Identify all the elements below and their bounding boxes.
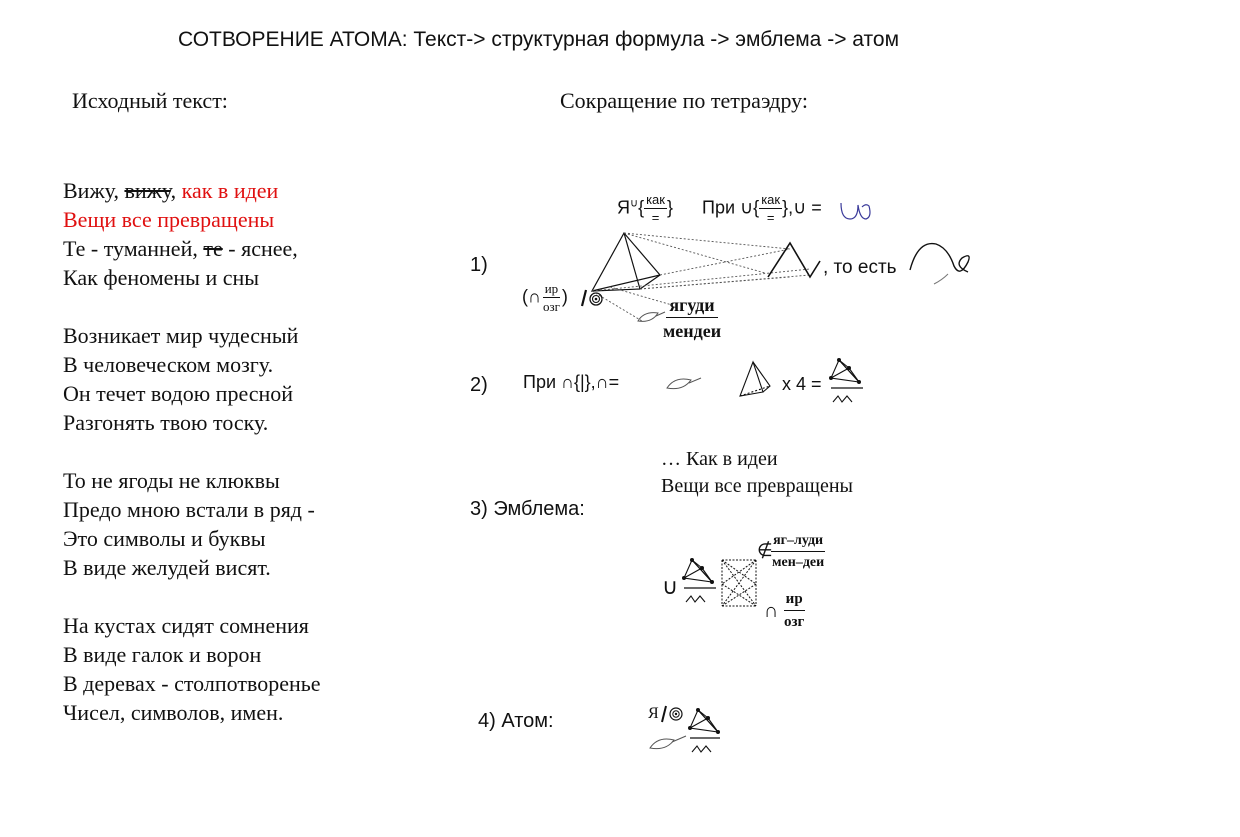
step-1-number: 1) (470, 254, 488, 276)
stanza-1 (63, 176, 321, 292)
poem-line: В деревах - столпотворенье (63, 671, 321, 696)
poem-line: Возникает мир чудесный (63, 323, 299, 348)
notin-symbol: ∉ (757, 540, 773, 560)
highlighted-text: как в идеи (181, 178, 279, 203)
poem-line: Чисел, символов, имен. (63, 700, 284, 725)
page-title: СОТВОРЕНИЕ АТОМА: Текст-> структурная формула -> эмблема -> атом (178, 28, 900, 51)
quote-line: … Как в идеи (661, 448, 778, 470)
yag-ludi-fraction: $\frac{\text{яг–луди}}{\text{мен–деи}}$ (772, 533, 825, 570)
step2-pri-formula: При ∩{|},∩= (523, 372, 620, 392)
cup-doodle-icon (838, 200, 872, 222)
yagudi-mendei-fraction: $\frac{\text{ягуди}}{\text{мендеи}}$ (663, 295, 722, 341)
hourglass-structure-icon (718, 556, 760, 610)
poem (63, 176, 321, 756)
poem-line: В виде желудей висят. (63, 555, 271, 580)
step-3-label: 3) Эмблема: (470, 498, 585, 520)
struck-word: вижу (124, 178, 171, 203)
poem-line: Как феномены и сны (63, 265, 260, 290)
step2-leaf-doodle-icon (665, 374, 703, 392)
graph-emblem-icon (829, 356, 865, 408)
poem-line: На кустах сидят сомнения (63, 613, 309, 638)
quote-line: Вещи все превращены (661, 475, 853, 497)
poem-line: В человеческом мозгу. (63, 352, 274, 377)
atom-spiral-icon (660, 704, 686, 724)
cup-symbol: ∪ (662, 574, 679, 599)
cap-symbol: ∩ (764, 600, 779, 622)
atom-leaf-doodle-icon (648, 732, 688, 752)
poem-line: В виде галок и ворон (63, 642, 262, 667)
stanza-3 (63, 466, 321, 582)
source-text-heading: Исходный текст: (72, 88, 228, 113)
ir-ozg-fraction: $\frac{ир}{\text{озг}}$ (784, 591, 805, 630)
poem-line: То не ягоды не клюквы (63, 468, 280, 493)
hill-loop-doodle-icon (908, 238, 980, 286)
step1-ya-formula: Я∪{ $\frac{\text{как}}{=}$ } (617, 192, 673, 225)
to-est-text: , то есть (823, 257, 897, 278)
poem-line: Разгонять твою тоску. (63, 410, 269, 435)
atom-graph-emblem-icon (688, 706, 722, 758)
x4-text: x 4 = (782, 374, 822, 394)
struck-word: те (203, 236, 223, 261)
leaf-doodle-icon (636, 308, 666, 324)
step1-pri-formula: При ∪{ $\frac{\text{как}}{=}$ },∪ = (702, 192, 822, 225)
poem-line: Те - туманней, те - яснее, (63, 236, 298, 261)
quote-block (661, 446, 853, 500)
poem-line: Предо мною встали в ряд - (63, 497, 315, 522)
stanza-4 (63, 611, 321, 727)
poem-line-highlighted: Вещи все превращены (63, 207, 275, 232)
step1-ir-ozg-formula: (∩ $\frac{ир}{\text{озг}}$ ) (522, 281, 568, 314)
reduction-heading: Сокращение по тетраэдру: (560, 88, 808, 113)
atom-ya: Я (648, 705, 659, 722)
poem-line: Это символы и буквы (63, 526, 266, 551)
poem-line: Он течет водою пресной (63, 381, 294, 406)
tetrahedron-diagram (580, 225, 840, 335)
stanza-2 (63, 321, 321, 437)
emblem-graph-icon (682, 556, 718, 608)
poem-line: Вижу, вижу, как в идеи (63, 178, 279, 203)
step-4-label: 4) Атом: (478, 710, 554, 732)
pyramid-icon (737, 360, 773, 400)
step-2-number: 2) (470, 374, 488, 396)
